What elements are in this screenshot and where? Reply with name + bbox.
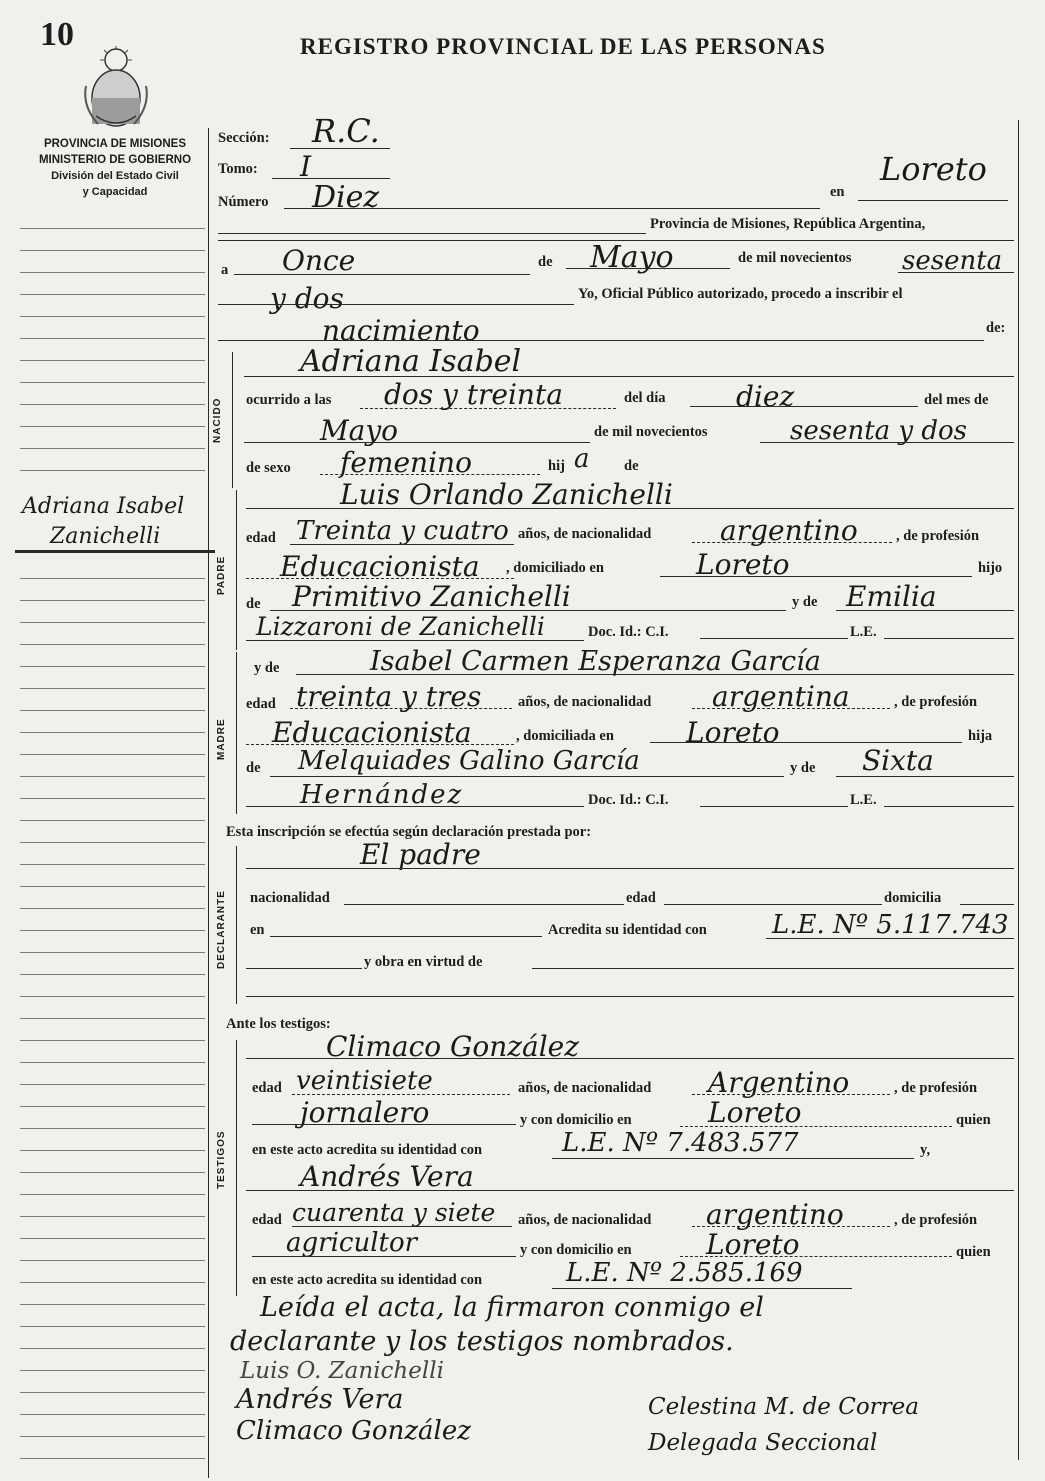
madre-prof-label: , de profesión	[894, 694, 978, 710]
hij-suffix-value: a	[574, 444, 590, 474]
page-title: REGISTRO PROVINCIAL DE LAS PERSONAS	[300, 34, 826, 59]
t1-prof-label: , de profesión	[894, 1080, 978, 1096]
signature-cargo: Delegada Seccional	[648, 1430, 878, 1456]
form-left-border	[208, 128, 209, 1478]
t1-dom-value: Loreto	[708, 1096, 802, 1129]
lugar-value: Loreto	[880, 150, 987, 188]
del-dia-label: del día	[624, 390, 666, 406]
esta-inscripcion-text: Esta inscripción se efectúa según declaración prestada por:	[226, 824, 592, 840]
t1-edad-value: veintisiete	[296, 1066, 433, 1096]
decl-nac-label: nacionalidad	[250, 890, 330, 906]
abuela-m-value-1: Sixta	[862, 744, 934, 777]
madre-edad-value: treinta y tres	[296, 680, 482, 713]
acto-value: nacimiento	[322, 314, 480, 347]
madre-value: Isabel Carmen Esperanza García	[370, 646, 821, 677]
madre-yde-label: y de	[254, 660, 280, 676]
decl-en-label: en	[250, 922, 265, 938]
abuelo-p-value: Primitivo Zanichelli	[292, 580, 571, 613]
form-right-border	[1018, 120, 1019, 1460]
t1-quien-label: quien	[956, 1112, 991, 1128]
sexo-value: femenino	[340, 446, 472, 479]
padre-prof-value: Educacionista	[280, 550, 480, 583]
madre-nac-label: años, de nacionalidad	[518, 694, 652, 710]
abuela-p-value-2: Lizzaroni de Zanichelli	[256, 612, 545, 641]
decl-domicilia-label: domicilia	[884, 890, 942, 906]
nombre-value: Adriana Isabel	[300, 344, 522, 379]
padre-nac-label: años, de nacionalidad	[518, 526, 652, 542]
t1-acredita-label: en este acto acredita su identidad con	[252, 1142, 483, 1158]
decl-doc-value: L.E. Nº 5.117.743	[772, 910, 1009, 940]
t2-quien-label: quien	[956, 1244, 991, 1260]
page-number: 10	[40, 16, 74, 53]
decl-obra-label: y obra en virtud de	[364, 954, 483, 970]
sexo-label: de sexo	[246, 460, 291, 476]
coat-of-arms-logo	[80, 46, 152, 130]
t2-acredita-label: en este acto acredita su identidad con	[252, 1272, 483, 1288]
t1-dom-label: y con domicilio en	[520, 1112, 632, 1128]
a-label: a	[221, 262, 229, 278]
t1-y-label: y,	[920, 1142, 931, 1158]
t1-edad-label: edad	[252, 1080, 282, 1096]
t2-prof-label: , de profesión	[894, 1212, 978, 1228]
padre-nac-value: argentino	[720, 514, 858, 547]
hora-value: dos y treinta	[384, 378, 563, 411]
t2-nac-value: argentino	[706, 1198, 844, 1231]
signature-testigo2: Andrés Vera	[236, 1384, 404, 1415]
nacido-border	[232, 352, 233, 488]
madre-prof-value: Educacionista	[272, 716, 472, 749]
t2-doc-value: L.E. Nº 2.585.169	[566, 1258, 803, 1288]
ante-testigos-text: Ante los testigos:	[226, 1016, 331, 1032]
de-colon-label: de:	[986, 320, 1006, 336]
declarante-border	[236, 846, 237, 1004]
padre-border	[236, 490, 237, 650]
decl-acredita-label: Acredita su identidad con	[548, 922, 707, 938]
signature-oficial: Celestina M. de Correa	[648, 1394, 919, 1420]
margin-note-line-1: Adriana Isabel	[22, 494, 185, 519]
mes-value: Mayo	[590, 240, 674, 275]
padre-dom-value: Loreto	[696, 548, 790, 581]
padre-edad-value: Treinta y cuatro	[296, 516, 509, 546]
mil-novecientos-nac-label: de mil novecientos	[594, 424, 708, 440]
madre-section-label: MADRE	[216, 718, 227, 760]
t2-prof-value: agricultor	[286, 1228, 418, 1258]
t1-nac-label: años, de nacionalidad	[518, 1080, 652, 1096]
t2-dom-label: y con domicilio en	[520, 1242, 632, 1258]
abuela-p-yde-label: y de	[792, 594, 818, 610]
madre-edad-label: edad	[246, 696, 276, 712]
tomo-label: Tomo:	[218, 161, 258, 177]
t1-prof-value: jornalero	[300, 1096, 430, 1129]
anio-nac-value: sesenta y dos	[790, 416, 968, 446]
t2-nac-label: años, de nacionalidad	[518, 1212, 652, 1228]
abuela-p-value-1: Emilia	[846, 580, 937, 613]
dia-value: Once	[282, 244, 356, 277]
signature-testigo1: Climaco González	[236, 1416, 471, 1446]
nacido-section-label: NACIDO	[212, 397, 223, 443]
anio-value-2: y dos	[270, 282, 344, 315]
declarante-value: El padre	[360, 838, 481, 871]
testigo2-value: Andrés Vera	[300, 1160, 474, 1193]
testigos-border	[236, 1040, 237, 1296]
testigo1-value: Climaco González	[326, 1030, 579, 1063]
seccion-label: Sección:	[218, 130, 270, 146]
padre-value: Luis Orlando Zanichelli	[340, 478, 673, 511]
madre-border	[236, 652, 237, 814]
ocurrido-label: ocurrido a las	[246, 392, 332, 408]
mes-nac-value: Mayo	[320, 414, 399, 447]
testigos-section-label: TESTIGOS	[216, 1130, 227, 1190]
abuela-m-value-2: Hernández	[300, 780, 464, 810]
t2-edad-value: cuarenta y siete	[292, 1198, 496, 1227]
provincia-text: Provincia de Misiones, República Argentina,	[650, 216, 926, 232]
decl-edad-label: edad	[626, 890, 656, 906]
closing-line-2: declarante y los testigos nombrados.	[230, 1326, 734, 1357]
abuelo-m-de-label: de	[246, 760, 261, 776]
mil-novecientos-label: de mil novecientos	[738, 250, 852, 266]
seccion-value: R.C.	[312, 112, 380, 150]
madre-dom-value: Loreto	[686, 716, 780, 749]
yo-oficial-text: Yo, Oficial Público autorizado, procedo a inscribir el	[578, 286, 903, 302]
de-hij-label: de	[624, 458, 639, 474]
abuelo-m-value: Melquiades Galino García	[298, 746, 640, 776]
t2-dom-value: Loreto	[706, 1228, 800, 1261]
hij-label: hij	[548, 458, 565, 474]
abuelo-p-de-label: de	[246, 596, 261, 612]
margin-note-line-2: Zanichelli	[50, 524, 161, 549]
padre-prof-label: , de profesión	[896, 528, 980, 544]
declarante-section-label: DECLARANTE	[216, 890, 227, 970]
madre-dom-label: , domiciliada en	[516, 728, 614, 744]
madre-le-label: L.E.	[850, 792, 877, 808]
padre-dom-label: , domiciliado en	[506, 560, 604, 576]
numero-label: Número	[218, 194, 269, 210]
madre-nac-value: argentina	[712, 680, 850, 713]
signature-padre: Luis O. Zanichelli	[240, 1358, 444, 1384]
del-mes-label: del mes de	[924, 392, 989, 408]
t1-doc-value: L.E. Nº 7.483.577	[562, 1128, 799, 1158]
tomo-value: I	[300, 150, 312, 183]
de-label: de	[538, 254, 553, 270]
abuela-m-yde-label: y de	[790, 760, 816, 776]
numero-value: Diez	[312, 180, 380, 215]
t2-edad-label: edad	[252, 1212, 282, 1228]
anio-value-1: sesenta	[902, 246, 1003, 276]
en-label: en	[830, 184, 845, 200]
padre-hijo-label: hijo	[978, 560, 1003, 576]
closing-line-1: Leída el acta, la firmaron conmigo el	[260, 1292, 764, 1323]
padre-edad-label: edad	[246, 530, 276, 546]
issuing-office: PROVINCIA DE MISIONES MINISTERIO DE GOBIERNO División del Estado Civil y Capacidad	[38, 138, 192, 198]
margin-note-underline	[15, 550, 215, 553]
padre-le-label: L.E.	[850, 624, 877, 640]
madre-hija-label: hija	[968, 728, 993, 744]
t1-nac-value: Argentino	[708, 1066, 850, 1099]
padre-section-label: PADRE	[216, 555, 227, 595]
madre-doc-label: Doc. Id.: C.I.	[588, 792, 669, 808]
padre-doc-label: Doc. Id.: C.I.	[588, 624, 669, 640]
dia-nac-value: diez	[736, 380, 795, 413]
